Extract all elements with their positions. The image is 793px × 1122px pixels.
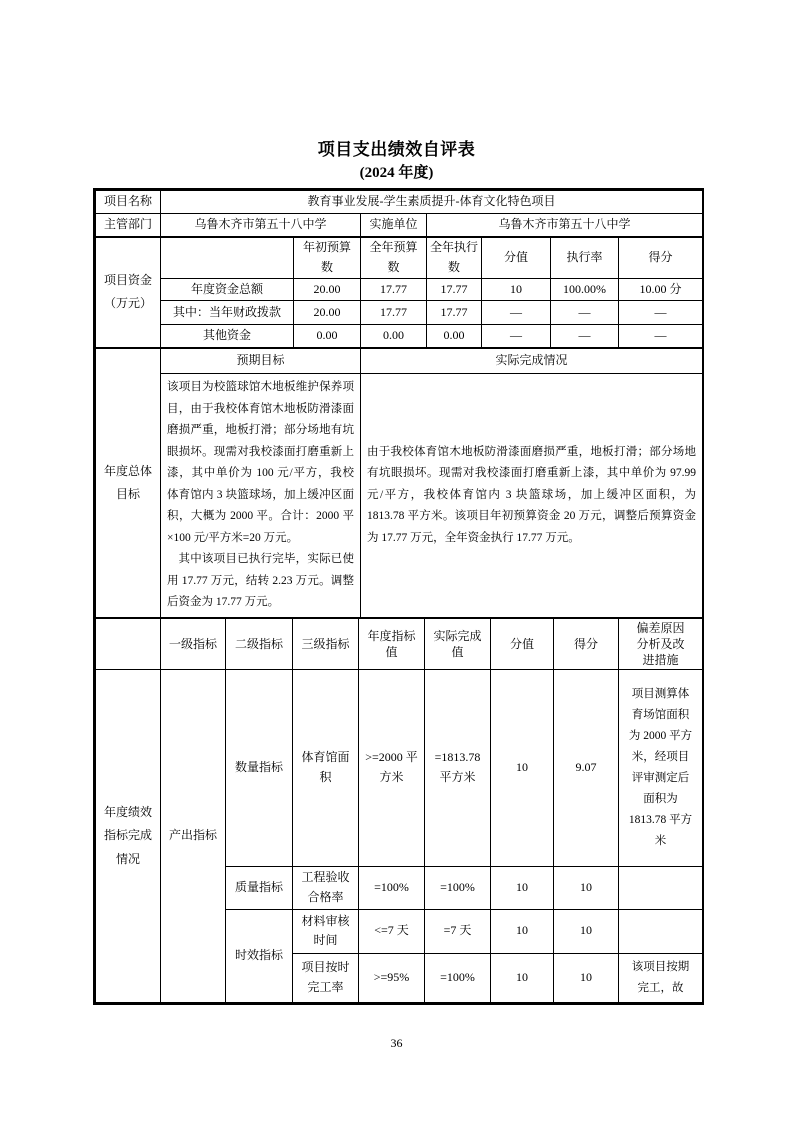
table-row <box>96 618 703 670</box>
indicator-col-header-level2: 二级指标 <box>226 618 293 670</box>
funding-cell: — <box>482 301 551 325</box>
funding-cell: — <box>551 301 619 325</box>
expected-goal-header: 预期目标 <box>161 349 361 374</box>
target-value: <=7 天 <box>359 909 425 953</box>
funding-cell: — <box>619 301 703 325</box>
funding-col-header-points: 分值 <box>482 237 551 278</box>
level2-indicator: 时效指标 <box>226 909 293 1002</box>
funding-col-header-annual-budget: 全年预算数 <box>361 237 427 278</box>
funding-row-name: 其中：当年财政拨款 <box>161 301 294 325</box>
actual-value: =7 天 <box>425 909 491 953</box>
impl-unit-value: 乌鲁木齐市第五十八中学 <box>427 213 703 236</box>
indicator-col-header-level3: 三级指标 <box>293 618 359 670</box>
table-row <box>96 278 703 301</box>
funding-cell: — <box>619 325 703 348</box>
indicator-col-header-points: 分值 <box>491 618 554 670</box>
funding-cell: 0.00 <box>361 325 427 348</box>
page-number: 36 <box>390 1036 403 1050</box>
table-row <box>96 670 703 867</box>
table-row <box>96 301 703 325</box>
points-value: 10 <box>491 867 554 910</box>
funding-cell: 17.77 <box>427 301 482 325</box>
annual-goal-label: 年度总体目标 <box>96 349 161 618</box>
funding-cell: 0.00 <box>294 325 361 348</box>
funding-cell: 100.00% <box>551 278 619 301</box>
funding-cell: 10.00 分 <box>619 278 703 301</box>
funding-col-header-execution-rate: 执行率 <box>551 237 619 278</box>
table-row <box>96 213 703 236</box>
level3-indicator: 体育馆面积 <box>293 670 359 867</box>
empty-cell <box>96 618 161 670</box>
indicator-col-header-score: 得分 <box>554 618 619 670</box>
project-name-value: 教育事业发展-学生素质提升-体育文化特色项目 <box>161 191 703 214</box>
self-eval-table <box>93 188 704 1005</box>
funding-row-name: 其他资金 <box>161 325 294 348</box>
funding-col-header-initial-budget: 年初预算数 <box>294 237 361 278</box>
funding-cell: 20.00 <box>294 278 361 301</box>
indicator-col-header-deviation: 偏差原因分析及改进措施 <box>619 618 703 670</box>
level3-indicator: 工程验收合格率 <box>293 867 359 910</box>
target-value: >=95% <box>359 953 425 1002</box>
funding-cell: — <box>482 325 551 348</box>
actual-value: =100% <box>425 867 491 910</box>
funding-section-label: 项目资金（万元） <box>96 237 161 348</box>
funding-cell: 17.77 <box>361 278 427 301</box>
points-value: 10 <box>491 670 554 867</box>
deviation-text <box>619 909 703 953</box>
impl-unit-label: 实施单位 <box>361 213 427 236</box>
score-value: 10 <box>554 953 619 1002</box>
indicators-section-label: 年度绩效指标完成情况 <box>96 670 161 1003</box>
project-name-label: 项目名称 <box>96 191 161 214</box>
points-value: 10 <box>491 953 554 1002</box>
dept-value: 乌鲁木齐市第五十八中学 <box>161 213 361 236</box>
deviation-text: 该项目按期完工，故 <box>619 953 703 1002</box>
funding-table <box>95 237 703 349</box>
points-value: 10 <box>491 909 554 953</box>
funding-cell: 17.77 <box>427 278 482 301</box>
expected-goal-paragraph-2: 其中该项目已执行完毕，实际已使用 17.77 万元，结转 2.23 万元。调整后资金为 17.77 万元。 <box>167 553 354 609</box>
empty-cell <box>161 237 294 278</box>
funding-cell: 17.77 <box>361 301 427 325</box>
indicator-col-header-target: 年度指标值 <box>359 618 425 670</box>
funding-col-header-score: 得分 <box>619 237 703 278</box>
level2-indicator: 数量指标 <box>226 670 293 867</box>
table-row <box>96 325 703 348</box>
target-value: >=2000 平方米 <box>359 670 425 867</box>
funding-cell: 0.00 <box>427 325 482 348</box>
indicator-col-header-actual: 实际完成值 <box>425 618 491 670</box>
score-value: 9.07 <box>554 670 619 867</box>
level3-indicator: 项目按时完工率 <box>293 953 359 1002</box>
target-value: =100% <box>359 867 425 910</box>
score-value: 10 <box>554 909 619 953</box>
funding-cell: 20.00 <box>294 301 361 325</box>
table-row <box>96 349 703 374</box>
deviation-text: 项目测算体育场馆面积为 2000 平方米，经项目评审测定后面积为 1813.78 平方米 <box>619 670 703 867</box>
actual-completion-text: 由于我校体育馆木地板防滑漆面磨损严重，地板打滑；部分场地有坑眼损坏。现需对我校漆面打磨重新上漆，其中单价为 97.99 元/平方，我校体育馆内 3 块篮球场，加上缓冲区面积，为 1813.78 平方米。该项目年初预算资金 20 万元，调整后预算资金为 17.77 万元，全年资金执行 17.77 万元。 <box>361 374 703 618</box>
table-row <box>96 191 703 214</box>
actual-completion-header: 实际完成情况 <box>361 349 703 374</box>
expected-goal-paragraph-1: 该项目为校篮球馆木地板维护保养项目，由于我校体育馆木地板防滑漆面磨损严重，地板打滑；部分场地有坑眼损坏。现需对我校漆面打磨重新上漆，其中单价为 100 元/平方，我校体育馆内 3 块篮球场，加上缓冲区面积，大概为 2000 平。合计：2000 平×100 元/平方米=20 万元。 <box>167 381 354 544</box>
level2-indicator: 质量指标 <box>226 867 293 910</box>
level3-indicator: 材料审核时间 <box>293 909 359 953</box>
funding-cell: — <box>551 325 619 348</box>
indicators-table <box>95 618 703 1003</box>
deviation-text <box>619 867 703 910</box>
actual-value: =1813.78 平方米 <box>425 670 491 867</box>
indicator-col-header-level1: 一级指标 <box>161 618 226 670</box>
page-subtitle: (2024 年度) <box>359 165 434 181</box>
table-row <box>96 374 703 618</box>
annual-goal-table <box>95 348 703 618</box>
expected-goal-text <box>161 374 361 618</box>
project-header-table <box>95 190 703 237</box>
table-row <box>96 237 703 278</box>
funding-cell: 10 <box>482 278 551 301</box>
dept-label: 主管部门 <box>96 213 161 236</box>
score-value: 10 <box>554 867 619 910</box>
level1-indicator: 产出指标 <box>161 670 226 1003</box>
actual-value: =100% <box>425 953 491 1002</box>
funding-col-header-annual-execution: 全年执行数 <box>427 237 482 278</box>
page-title: 项目支出绩效自评表 <box>317 140 476 159</box>
funding-row-name: 年度资金总额 <box>161 278 294 301</box>
